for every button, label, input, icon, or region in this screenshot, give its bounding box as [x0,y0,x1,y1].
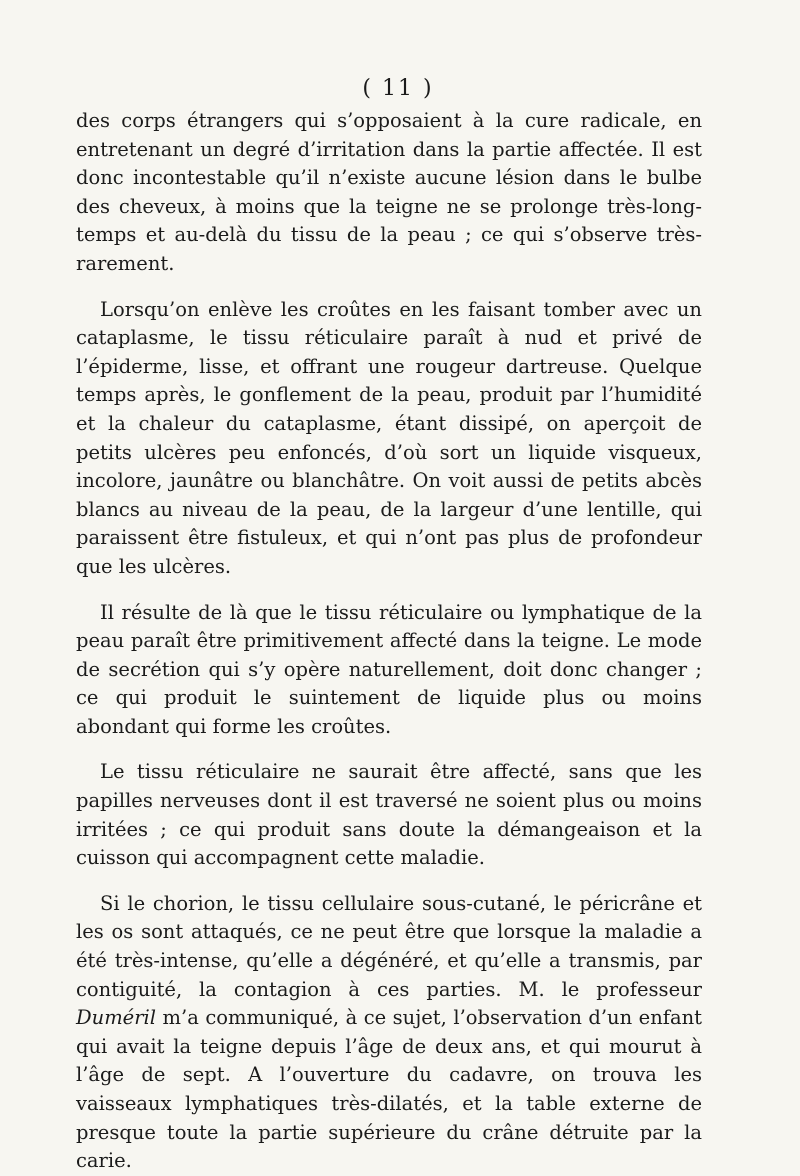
paragraph-5-text-before: Si le chorion, le tissu cellulaire sous-cutané, le péricrâne et les os sont attaqués, ce ne peut être que lorsque la maladie a été très-intense, qu’elle a dégénéré, et qu’elle a transmis, par contiguité, la contagion à ces parties. M. le professeur [76,891,702,1001]
paragraph-3: Il résulte de là que le tissu réticulaire ou lymphatique de la peau paraît être primitivement affecté dans la teigne. Le mode de secrétion qui s’y opère naturellement, doit donc changer ; ce qui produit le suintement de liquide plus ou moins abondant qui forme les croûtes. [76,600,702,738]
paragraph-1: des corps étrangers qui s’opposaient à la cure radicale, en entretenant un degré d’irritation dans la partie affectée. Il est donc incontestable qu’il n’existe aucune lésion dans le bulbe des cheveux, à moins que la teigne ne se prolonge très-long-temps et au-delà du tissu de la peau ; ce qui s’observe très-rarement. [76,109,702,275]
paragraph-5-author-name: Duméril [76,1006,157,1030]
paragraph-5 [76,890,702,1176]
page-number: ( 11 ) [362,76,434,101]
paragraph-2: Lorsqu’on enlève les croûtes en les faisant tomber avec un cataplasme, le tissu réticulaire paraît à nud et privé de l’épiderme, lisse, et offrant une rougeur dartreuse. Quelque temps après, le gonflement de la peau, produit par l’humidité et la chaleur du cataplasme, étant dissipé, on aperçoit de petits ulcères peu enfoncés, d’où sort un liquide visqueux, incolore, jaunâtre ou blanchâtre. On voit aussi de petits abcès blancs au niveau de la peau, de la largeur d’une lentille, qui paraissent être fistuleux, et qui n’ont pas plus de profondeur que les ulcères. [76,297,702,578]
paragraph-5-text-after: m’a communiqué, à ce sujet, l’observation d’un enfant qui avait la teigne depuis l’âge de deux ans, et qui mourut à l’âge de sept. A l’ouverture du cadavre, on trouva les vaisseaux lymphatiques très-dilatés, et la table externe de presque toute la partie supérieure du crâne détruite par la carie. [76,1006,702,1173]
paragraph-4: Le tissu réticulaire ne saurait être affecté, sans que les papilles nerveuses dont il est traversé ne soient plus ou moins irritées ; ce qui produit sans doute la démangeaison et la cuisson qui accompagnent cette maladie. [76,760,702,870]
